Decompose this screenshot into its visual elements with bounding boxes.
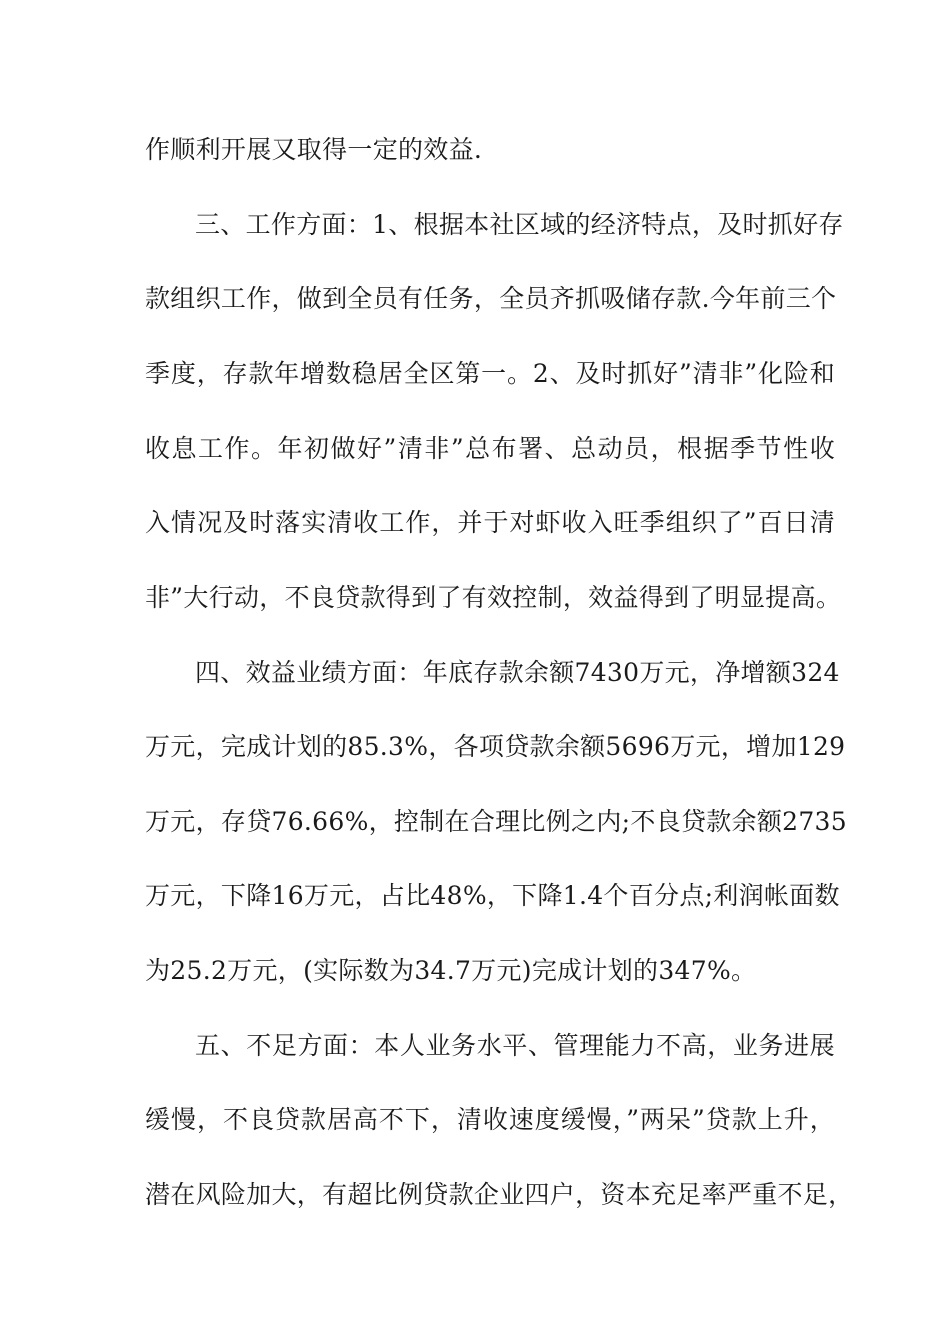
text-line: 万元，完成计划的85.3%，各项贷款余额5696万元，增加129 bbox=[145, 732, 846, 761]
text-line: 万元，存贷76.66%，控制在合理比例之内;不良贷款余额2735 bbox=[145, 807, 847, 836]
text-line: 为25.2万元，(实际数为34.7万元)完成计划的347%。 bbox=[145, 956, 757, 985]
text-line: 入情况及时落实清收工作，并于对虾收入旺季组织了”百日清 bbox=[145, 508, 835, 537]
text-line: 作顺利开展又取得一定的效益. bbox=[145, 135, 483, 164]
text-line: 款组织工作，做到全员有任务，全员齐抓吸储存款.今年前三个 bbox=[145, 284, 837, 313]
text-line: 季度，存款年增数稳居全区第一。2、及时抓好”清非”化险和 bbox=[145, 359, 835, 388]
text-line: 缓慢，不良贷款居高不下，清收速度缓慢，”两呆”贷款上升， bbox=[145, 1105, 835, 1134]
text-line: 非”大行动，不良贷款得到了有效控制，效益得到了明显提高。 bbox=[145, 583, 842, 612]
paragraph-5-line: 五、不足方面：本人业务水平、管理能力不高，业务进展 bbox=[195, 1031, 835, 1060]
paragraph-3-line: 三、工作方面：1、根据本社区域的经济特点，及时抓好存 bbox=[195, 210, 844, 239]
text-line: 收息工作。年初做好”清非”总布署、总动员，根据季节性收 bbox=[145, 434, 835, 463]
paragraph-4-line: 四、效益业绩方面：年底存款余额7430万元，净增额324 bbox=[195, 658, 840, 687]
text-line: 潜在风险加大，有超比例贷款企业四户，资本充足率严重不足， bbox=[145, 1180, 854, 1209]
text-line: 万元，下降16万元，占比48%，下降1.4个百分点;利润帐面数 bbox=[145, 881, 840, 910]
